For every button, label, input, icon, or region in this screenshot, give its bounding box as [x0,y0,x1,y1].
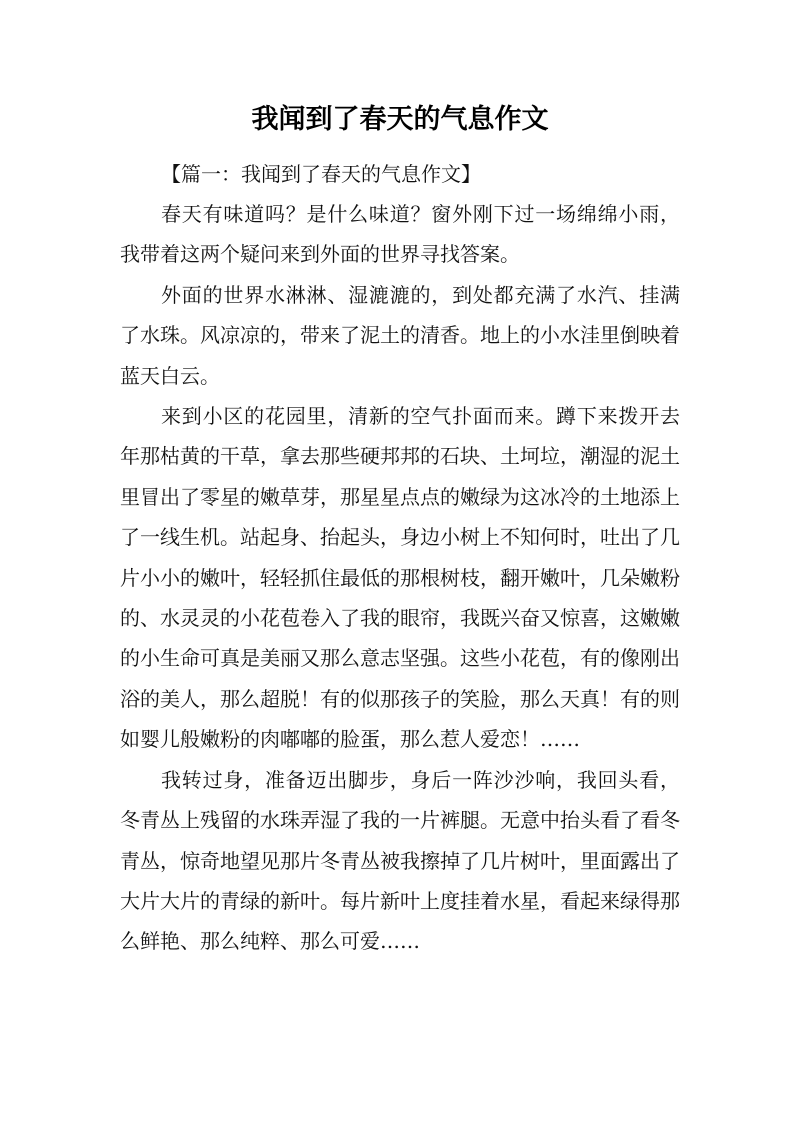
paragraph-4: 我转过身，准备迈出脚步，身后一阵沙沙响，我回头看，冬青丛上残留的水珠弄湿了我的一片裤腿。无意中抬头看了看冬青丛，惊奇地望见那片冬青丛被我擦掉了几片树叶，里面露出了大片大片的青绿的新叶。每片新叶上度挂着水星，看起来绿得那么鲜艳、那么纯粹、那么可爱…… [120,767,680,954]
section-heading: 【篇一：我闻到了春天的气息作文】 [161,162,481,186]
paragraph-1: 春天有味道吗？是什么味道？窗外刚下过一场绵绵小雨，我带着这两个疑问来到外面的世界寻找答案。 [120,202,680,267]
document-title: 我闻到了春天的气息作文 [251,104,549,135]
paragraph-3: 来到小区的花园里，清新的空气扑面而来。蹲下来拨开去年那枯黄的干草，拿去那些硬邦邦的石块、土坷垃，潮湿的泥土里冒出了零星的嫩草芽，那星星点点的嫩绿为这冰冷的土地添上了一线生机。站起身、抬起头，身边小树上不知何时，吐出了几片小小的嫩叶，轻轻抓住最低的那根树枝，翻开嫩叶，几朵嫩粉的、水灵灵的小花苞卷入了我的眼帘，我既兴奋又惊喜，这嫩嫩的小生命可真是美丽又那么意志坚强。这些小花苞，有的像刚出浴的美人，那么超脱！有的似那孩子的笑脸，那么天真！有的则如婴儿般嫩粉的肉嘟嘟的脸蛋，那么惹人爱恋！…… [120,404,680,752]
paragraph-2: 外面的世界水淋淋、湿漉漉的，到处都充满了水汽、挂满了水珠。风凉凉的，带来了泥土的清香。地上的小水洼里倒映着蓝天白云。 [120,282,680,388]
